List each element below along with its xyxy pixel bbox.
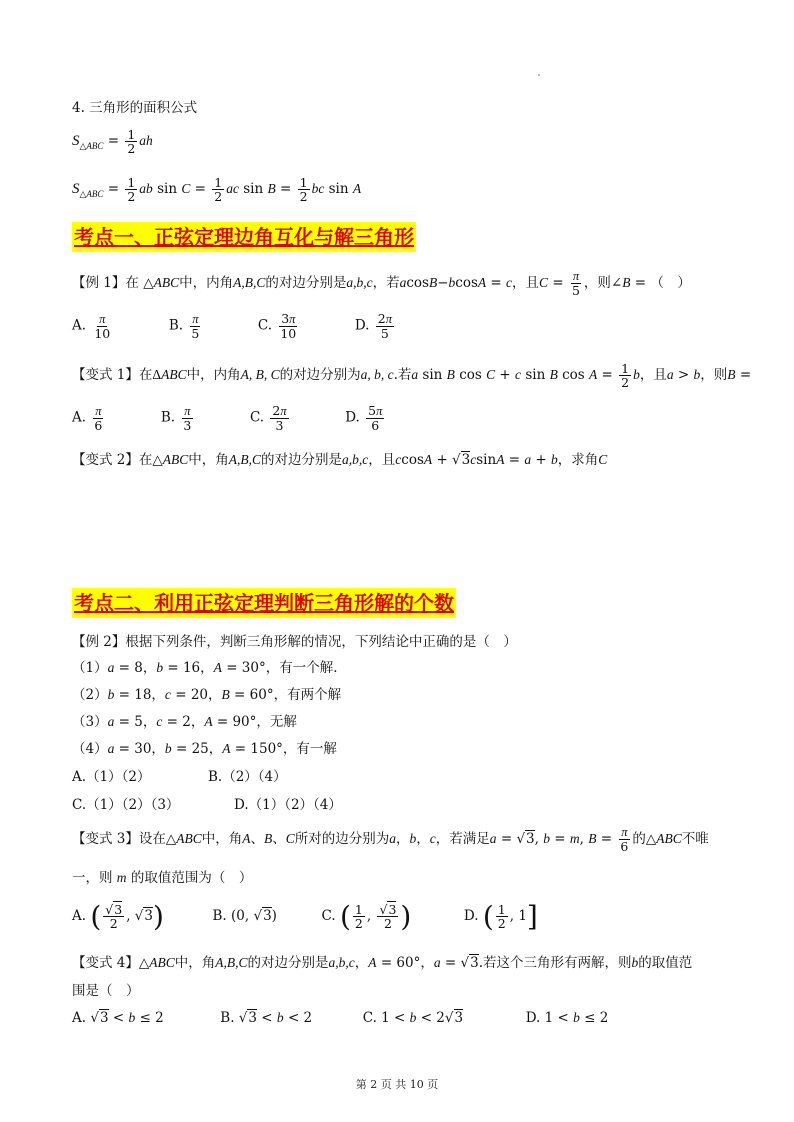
page-footer: 第 2 页 共 10 页 [355, 1078, 439, 1091]
example-2-item-4: （4）a = 30，b = 25，A = 150°，有一解 [72, 741, 337, 757]
variant-3: 【变式 3】设在△ABC中，角A、B、C所对的边分别为a，b，c，若满足a = √3, b = m, B = $\frac{\pi}{6}$ 的△ABC不唯 [72, 825, 709, 855]
example-2-item-1: （1）a = 8，b = 16，A = 30°，有一个解. [72, 660, 338, 676]
variant-1-options: A. $\frac{\pi}{6}$ B. $\frac{\pi}{3}$ C. $\frac{2\pi}{3}$ D. $\frac{5\pi}{6}$ [72, 403, 383, 434]
example-1: 【例 1】在 △ABC中，内角A,B,C的对边分别是a,b,c，若acosB−bcosA = c，且C = $\frac{\pi}{5}$ ，则∠B = （ ） [72, 269, 691, 299]
variant-3-options: A. ( $\frac{√3}{2}$ , √3) B. (0, √3) C. ( $\frac{1}{2}$ , $\frac{√3}{2}$ ) D. ( $\frac{1}{2}$ , 1] [72, 900, 538, 933]
heading-topic-2: 考点二、利用正弦定理判断三角形解的个数 [72, 588, 456, 618]
example-2-item-3: （3）a = 5，c = 2，A = 90°，无解 [72, 714, 297, 730]
example-2-item-2: （2）b = 18，c = 20，B = 60°，有两个解 [72, 687, 342, 703]
variant-3-line-2: 一，则 m 的取值范围为（ ） [72, 870, 253, 886]
example-2-option-b: B.（2）（4） [208, 769, 287, 785]
variant-1: 【变式 1】在ΔABC中，内角A, B, C的对边分别为a, b, c.若a sin B cos C + c sin B cos A = $\frac{1}{2}$ b，且a > b，则B = [72, 361, 752, 391]
example-2-option-c: C.（1）（2）（3） [72, 797, 180, 813]
variant-4-line-2: 围是（ ） [72, 983, 140, 999]
variant-4: 【变式 4】△ABC中，角A,B,C的对边分别是a,b,c，A = 60°，a = √3.若这个三角形有两解，则b的取值范 [72, 955, 693, 971]
example-1-options: A. $\frac{\pi}{10}$ B. $\frac{\pi}{5}$ C. $\frac{3\pi}{10}$ D. $\frac{2\pi}{5}$ [72, 311, 392, 342]
heading-topic-1: 考点一、正弦定理边角互化与解三角形 [72, 222, 416, 252]
formula-area-1: $S_{\triangle ABC}$ = $\frac{1}{2}$ ah [72, 127, 153, 157]
example-2-option-a: A.（1）（2） [72, 769, 151, 785]
formula-area-2: $S_{\triangle ABC}$ = $\frac{1}{2}$ ab sin C = $\frac{1}{2}$ ac sin B = $\frac{1}{2}$ bc sin A [72, 175, 362, 205]
example-2-option-d: D.（1）（2）（4） [234, 797, 342, 813]
example-2: 【例 2】根据下列条件，判断三角形解的情况，下列结论中正确的是（ ） [72, 634, 517, 650]
scan-dot [538, 74, 540, 76]
section-title: 4. 三角形的面积公式 [72, 100, 198, 116]
variant-2: 【变式 2】在△ABC中，角A,B,C的对边分别是a,b,c，且ccosA + √3csinA = a + b，求角C [72, 452, 608, 468]
variant-4-options: A. √3 < b ≤ 2 B. √3 < b < 2 C. 1 < b < 2√3 D. 1 < b ≤ 2 [72, 1010, 609, 1026]
